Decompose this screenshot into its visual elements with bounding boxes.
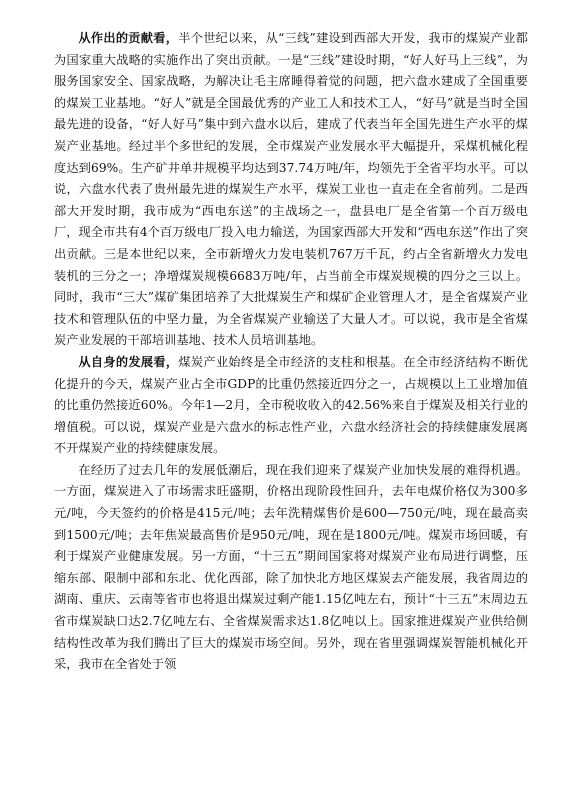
paragraph-opportunity — [54, 460, 528, 676]
paragraph-lead-contribution: 从作出的贡献看， — [78, 31, 179, 45]
paragraph-text-contribution: 半个世纪以来，从“三线”建设到西部大开发，我市的煤炭产业都为国家重大战略的实施作出了突出贡献。一是“三线”建设时期，“好人好马上三线”，为服务国家安全、国家战略，为解决让毛主席睡得着觉的问题，把六盘水建成了全国重要的煤炭工业基地。“好人”就是全国最优秀的产业工人和技术工人，“好马”就是当时全国最先进的设备，“好人好马”集中到六盘水以后，建成了代表当年全国先进生产水平的煤炭产业基地。经过半个多世纪的发展，全市煤炭产业发展水平大幅提升，采煤机械化程度达到69%。生产矿井单井规模平均达到37.74万吨/年，均领先于全省平均水平。可以说，六盘水代表了贵州最先进的煤炭生产水平，煤炭工业也一直走在全省前列。二是西部大开发时期，我市成为“西电东送”的主战场之一，盘县电厂是全省第一个百万级电厂，现全市共有4个百万级电厂投入电力输送，为国家西部大开发和“西电东送”作出了突出贡献。三是本世纪以来，全市新增火力发电装机767万千瓦，约占全省新增火力发电装机的三分之一；净增煤炭规模6683万吨/年，占当前全市煤炭规模的四分之三以上。同时，我市“三大”煤矿集团培养了大批煤炭生产和煤矿企业管理人才，是全省煤炭产业技术和管理队伍的中坚力量，为全省煤炭产业输送了大量人才。可以说，我市是全省煤炭产业发展的干部培训基地、技术人员培训基地。 — [54, 31, 528, 348]
paragraph-text-opportunity: 在经历了过去几年的发展低潮后，现在我们迎来了煤炭产业加快发展的难得机遇。一方面，煤炭进入了市场需求旺盛期，价格出现阶段性回升，去年电煤价格仅为300多元/吨，今天签约的价格是415元/吨；去年洗精煤售价是600—750元/吨，现在最高卖到1500元/吨；去年焦炭最高售价是950元/吨，现在是1800元/吨。煤炭市场回暖，有利于煤炭产业健康发展。另一方面，“十三五”期间国家将对煤炭产业布局进行调整，压缩东部、限制中部和东北、优化西部，除了加快北方地区煤炭去产能发展，我省周边的湖南、重庆、云南等省市也将退出煤炭过剩产能1.15亿吨左右，预计“十三五”末周边五省市煤炭缺口达2.7亿吨左右、全省煤炭需求达1.8亿吨以上。国家推进煤炭产业供给侧结构性改革为我们腾出了巨大的煤炭市场空间。另外，现在省里强调煤炭智能机械化开采，我市在全省处于领 — [54, 462, 528, 672]
paragraph-contribution — [54, 28, 528, 352]
paragraph-self-development — [54, 352, 528, 460]
paragraph-text-self-development: 煤炭产业始终是全市经济的支柱和根基。在全市经济结构不断优化提升的今天，煤炭产业占全市GDP的比重仍然接近四分之一，占规模以上工业增加值的比重仍然接近60%。今年1—2月，全市税收收入的42.56%来自于煤炭及相关行业的增值税。可以说，煤炭产业是六盘水的标志性产业，六盘水经济社会的持续健康发展离不开煤炭产业的持续健康发展。 — [54, 354, 528, 456]
paragraph-lead-self-development: 从自身的发展看， — [78, 354, 179, 369]
